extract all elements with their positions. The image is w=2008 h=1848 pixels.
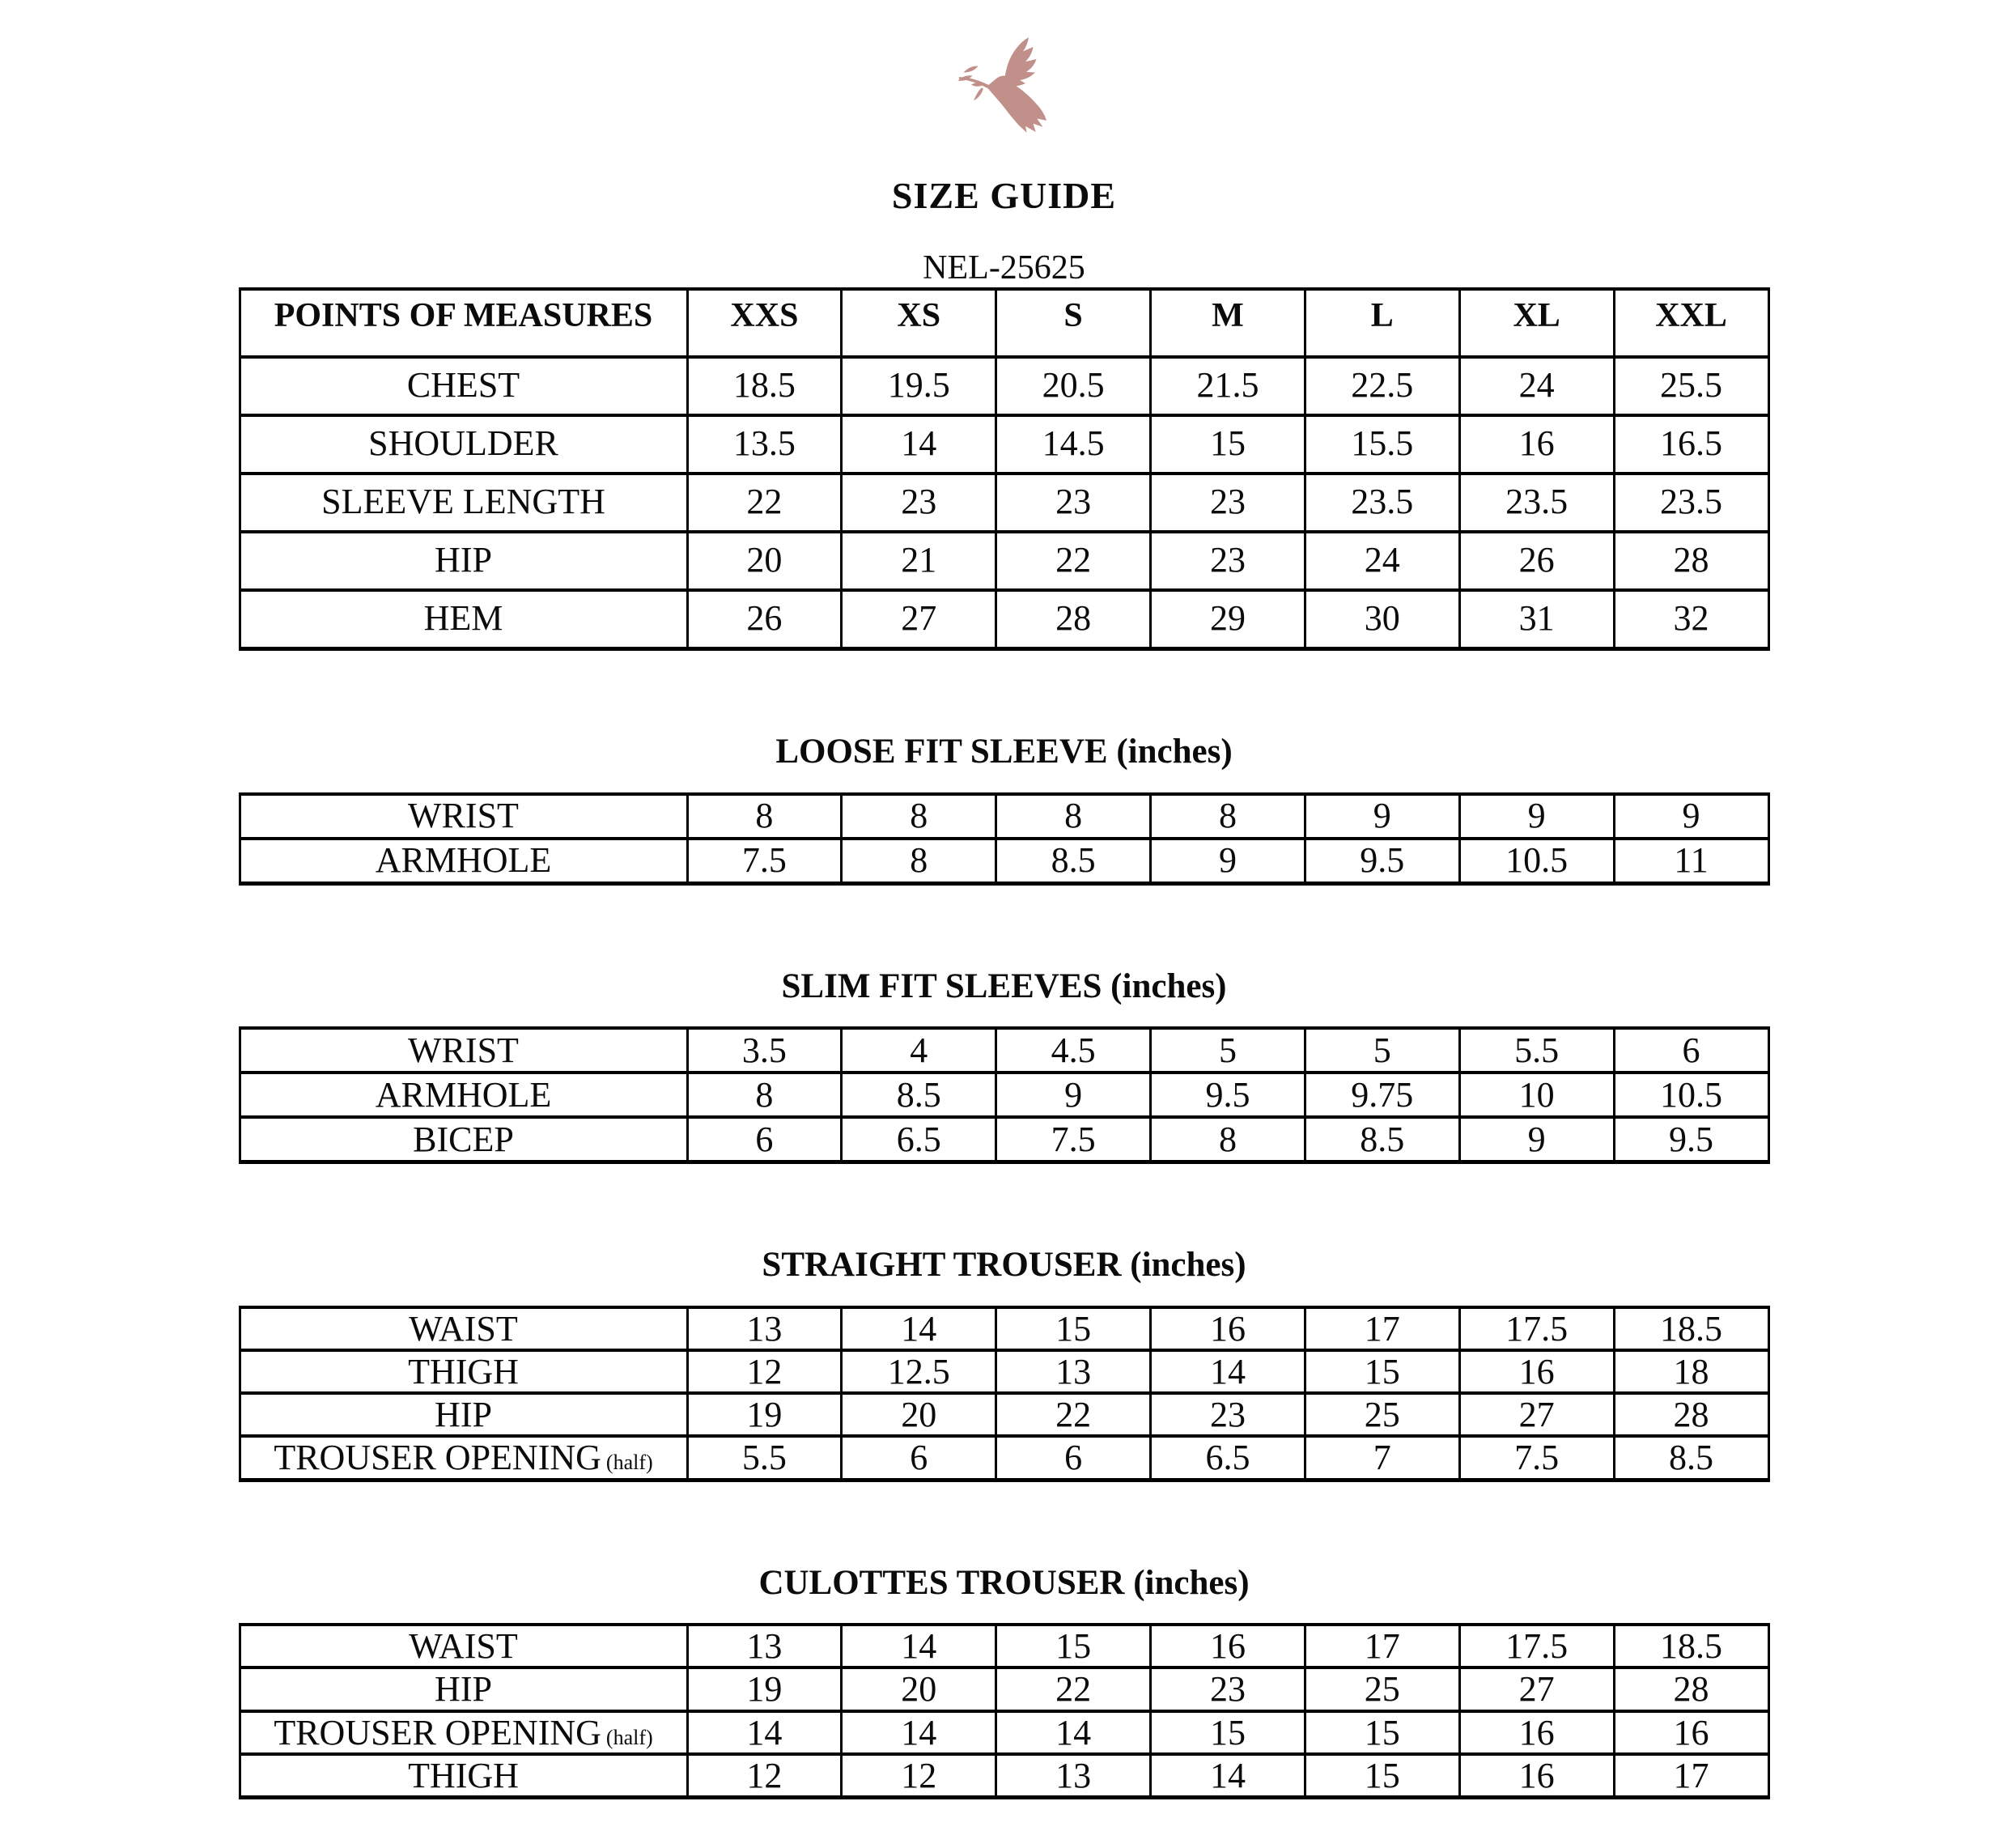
size-value-cell: 25 [1305,1393,1459,1436]
size-value-cell: 18.5 [1614,1307,1768,1350]
measure-label-cell [240,1711,687,1754]
size-value-cell: 7.5 [996,1117,1151,1162]
measure-label: HIP [435,540,492,580]
measure-label-cell [240,1625,687,1667]
size-value-cell: 8.5 [1614,1436,1768,1480]
size-value-cell: 13 [996,1754,1151,1798]
size-value-cell: 8.5 [842,1073,996,1117]
measure-label-cell [240,1307,687,1350]
size-value-cell: 5 [1151,1028,1305,1073]
size-value-cell: 12.5 [842,1350,996,1393]
size-value-cell: 23.5 [1614,474,1768,532]
size-value-cell: 3.5 [687,1028,842,1073]
measure-label: TROUSER OPENING [274,1438,601,1478]
size-value-cell: 8 [1151,1117,1305,1162]
measure-row [240,794,1768,839]
size-value-cell: 8.5 [1305,1117,1459,1162]
size-value-cell: 7 [1305,1436,1459,1480]
size-col-header: XS [842,289,996,357]
size-value-cell: 23 [1151,1393,1305,1436]
measure-label-cell [240,1073,687,1117]
points-of-measures-table [239,287,1770,651]
size-value-cell: 6 [687,1117,842,1162]
size-value-cell: 23 [1151,474,1305,532]
measure-label-cell [240,839,687,884]
size-value-cell: 9 [996,1073,1151,1117]
size-col-header: XXL [1614,289,1768,357]
size-value-cell: 28 [1614,532,1768,590]
size-value-cell: 20.5 [996,357,1151,415]
size-value-cell: 14 [687,1711,842,1754]
measure-label-suffix: (half) [605,1725,653,1749]
measure-label: CHEST [406,365,520,406]
dove-silhouette [957,37,1046,133]
size-value-cell: 7.5 [687,839,842,884]
page-title: SIZE GUIDE [891,175,1117,216]
size-value-cell: 16 [1459,1754,1614,1798]
size-value-cell: 14 [842,1625,996,1667]
size-value-cell: 21 [842,532,996,590]
measure-row [240,1436,1768,1480]
measure-row [240,1711,1768,1754]
measure-label-cell [240,357,687,415]
size-col-header: M [1151,289,1305,357]
size-value-cell: 32 [1614,590,1768,649]
size-value-cell: 5.5 [1459,1028,1614,1073]
size-value-cell: 20 [842,1393,996,1436]
size-value-cell: 18 [1614,1350,1768,1393]
measure-label: WRIST [408,796,519,836]
measure-label-cell [240,590,687,649]
size-value-cell: 6 [1614,1028,1768,1073]
size-value-cell: 20 [842,1667,996,1710]
measure-label: ARMHOLE [375,1074,552,1115]
measure-row [240,1754,1768,1798]
size-value-cell: 23 [1151,532,1305,590]
size-value-cell: 5.5 [687,1436,842,1480]
measure-label: TROUSER OPENING [274,1712,601,1752]
size-value-cell: 17.5 [1459,1307,1614,1350]
size-header-row [240,289,1768,357]
loose-fit-sleeve-table [239,792,1770,886]
size-value-cell: 25.5 [1614,357,1768,415]
size-value-cell: 16 [1459,1711,1614,1754]
size-value-cell: 9 [1459,1117,1614,1162]
size-value-cell: 8 [687,1073,842,1117]
size-value-cell: 22.5 [1305,357,1459,415]
section-heading-loose-fit-sleeve: LOOSE FIT SLEEVE (inches) [775,733,1233,771]
size-value-cell: 12 [687,1754,842,1798]
size-value-cell: 14 [842,415,996,474]
culottes-trouser-table [239,1623,1770,1799]
size-value-cell: 15 [1151,1711,1305,1754]
measure-row [240,1667,1768,1710]
size-value-cell: 21.5 [1151,357,1305,415]
measure-label-cell [240,1667,687,1710]
measure-row [240,839,1768,884]
measure-row [240,1028,1768,1073]
size-col-header: L [1305,289,1459,357]
size-value-cell: 31 [1459,590,1614,649]
size-value-cell: 16 [1151,1625,1305,1667]
size-value-cell: 27 [842,590,996,649]
measure-label: THIGH [408,1351,519,1391]
size-value-cell: 30 [1305,590,1459,649]
size-value-cell: 28 [1614,1667,1768,1710]
measure-label-cell [240,1350,687,1393]
size-value-cell: 9 [1459,794,1614,839]
size-value-cell: 8 [1151,794,1305,839]
size-value-cell: 6.5 [1151,1436,1305,1480]
size-value-cell: 27 [1459,1667,1614,1710]
measure-label: ARMHOLE [375,840,552,881]
measure-row [240,474,1768,532]
size-col-header: XL [1459,289,1614,357]
size-value-cell: 9.5 [1614,1117,1768,1162]
measure-label-cell [240,1028,687,1073]
section-heading-straight-trouser: STRAIGHT TROUSER (inches) [762,1246,1246,1285]
size-value-cell: 16 [1459,1350,1614,1393]
measure-row [240,532,1768,590]
size-value-cell: 6.5 [842,1117,996,1162]
size-value-cell: 14 [996,1711,1151,1754]
measure-label-cell [240,1393,687,1436]
size-value-cell: 24 [1305,532,1459,590]
measure-label: THIGH [408,1755,519,1795]
measure-label: HIP [435,1669,492,1710]
size-value-cell: 14 [842,1307,996,1350]
size-value-cell: 16 [1614,1711,1768,1754]
size-value-cell: 15.5 [1305,415,1459,474]
measure-row [240,1073,1768,1117]
size-value-cell: 13 [996,1350,1151,1393]
size-value-cell: 16.5 [1614,415,1768,474]
measure-label-cell [240,794,687,839]
measure-label: WRIST [408,1030,519,1070]
size-value-cell: 14 [1151,1754,1305,1798]
measure-label-cell [240,1754,687,1798]
size-value-cell: 12 [842,1754,996,1798]
size-value-cell: 6 [996,1436,1151,1480]
measure-label-cell [240,415,687,474]
size-value-cell: 13 [687,1625,842,1667]
size-value-cell: 23 [996,474,1151,532]
size-value-cell: 18.5 [687,357,842,415]
size-value-cell: 22 [996,1667,1151,1710]
size-value-cell: 4 [842,1028,996,1073]
size-value-cell: 15 [1305,1754,1459,1798]
measure-label: SLEEVE LENGTH [321,482,605,522]
measure-label-cell [240,474,687,532]
size-value-cell: 14 [842,1711,996,1754]
measure-label: WAIST [409,1626,518,1666]
measure-label-cell [240,1117,687,1162]
size-value-cell: 9 [1614,794,1768,839]
size-value-cell: 17 [1305,1307,1459,1350]
size-value-cell: 28 [996,590,1151,649]
size-value-cell: 14 [1151,1350,1305,1393]
size-value-cell: 25 [1305,1667,1459,1710]
measure-row [240,1307,1768,1350]
measure-label: HIP [435,1395,492,1435]
measure-row [240,590,1768,649]
size-value-cell: 8 [842,794,996,839]
size-value-cell: 15 [996,1307,1151,1350]
size-value-cell: 8.5 [996,839,1151,884]
size-value-cell: 23.5 [1459,474,1614,532]
size-value-cell: 22 [996,1393,1151,1436]
style-code: NEL-25625 [923,249,1085,287]
size-value-cell: 6 [842,1436,996,1480]
measure-label-suffix: (half) [605,1451,653,1475]
size-col-header: XXS [687,289,842,357]
size-value-cell: 8 [687,794,842,839]
size-value-cell: 12 [687,1350,842,1393]
size-value-cell: 17.5 [1459,1625,1614,1667]
dove-icon [940,34,1068,133]
measure-label: WAIST [409,1308,518,1349]
size-value-cell: 29 [1151,590,1305,649]
section-heading-culottes-trouser: CULOTTES TROUSER (inches) [758,1563,1250,1602]
size-value-cell: 4.5 [996,1028,1151,1073]
size-value-cell: 20 [687,532,842,590]
measure-label-cell [240,1436,687,1480]
measure-row [240,1117,1768,1162]
size-value-cell: 9 [1151,839,1305,884]
size-value-cell: 15 [1305,1711,1459,1754]
size-value-cell: 9.5 [1151,1073,1305,1117]
measure-row [240,1625,1768,1667]
size-value-cell: 13.5 [687,415,842,474]
size-value-cell: 8 [842,839,996,884]
size-value-cell: 23 [1151,1667,1305,1710]
size-value-cell: 19.5 [842,357,996,415]
size-value-cell: 11 [1614,839,1768,884]
size-value-cell: 9 [1305,794,1459,839]
measure-label-cell [240,532,687,590]
measure-label: HEM [423,598,503,639]
size-value-cell: 19 [687,1393,842,1436]
size-value-cell: 15 [1151,415,1305,474]
straight-trouser-table [239,1306,1770,1482]
size-value-cell: 15 [1305,1350,1459,1393]
size-value-cell: 10 [1459,1073,1614,1117]
size-value-cell: 16 [1151,1307,1305,1350]
size-value-cell: 5 [1305,1028,1459,1073]
size-value-cell: 16 [1459,415,1614,474]
measure-label: SHOULDER [368,423,558,464]
brand-logo-area [0,0,2008,134]
points-of-measures-header: POINTS OF MEASURES [240,289,687,357]
size-value-cell: 13 [687,1307,842,1350]
section-heading-slim-fit-sleeves: SLIM FIT SLEEVES (inches) [781,966,1227,1005]
size-value-cell: 14.5 [996,415,1151,474]
measure-row [240,415,1768,474]
size-value-cell: 15 [996,1625,1151,1667]
size-value-cell: 22 [996,532,1151,590]
size-value-cell: 10.5 [1459,839,1614,884]
size-value-cell: 27 [1459,1393,1614,1436]
size-value-cell: 7.5 [1459,1436,1614,1480]
size-col-header: S [996,289,1151,357]
size-value-cell: 17 [1614,1754,1768,1798]
size-value-cell: 22 [687,474,842,532]
size-value-cell: 28 [1614,1393,1768,1436]
size-value-cell: 18.5 [1614,1625,1768,1667]
size-value-cell: 26 [1459,532,1614,590]
size-value-cell: 23.5 [1305,474,1459,532]
size-value-cell: 9.5 [1305,839,1459,884]
size-value-cell: 8 [996,794,1151,839]
measure-row [240,1350,1768,1393]
size-value-cell: 10.5 [1614,1073,1768,1117]
size-value-cell: 9.75 [1305,1073,1459,1117]
size-value-cell: 17 [1305,1625,1459,1667]
size-value-cell: 23 [842,474,996,532]
measure-label: BICEP [413,1119,514,1159]
size-value-cell: 24 [1459,357,1614,415]
slim-fit-sleeves-table [239,1026,1770,1164]
size-value-cell: 26 [687,590,842,649]
measure-row [240,1393,1768,1436]
size-value-cell: 19 [687,1667,842,1710]
measure-row [240,357,1768,415]
